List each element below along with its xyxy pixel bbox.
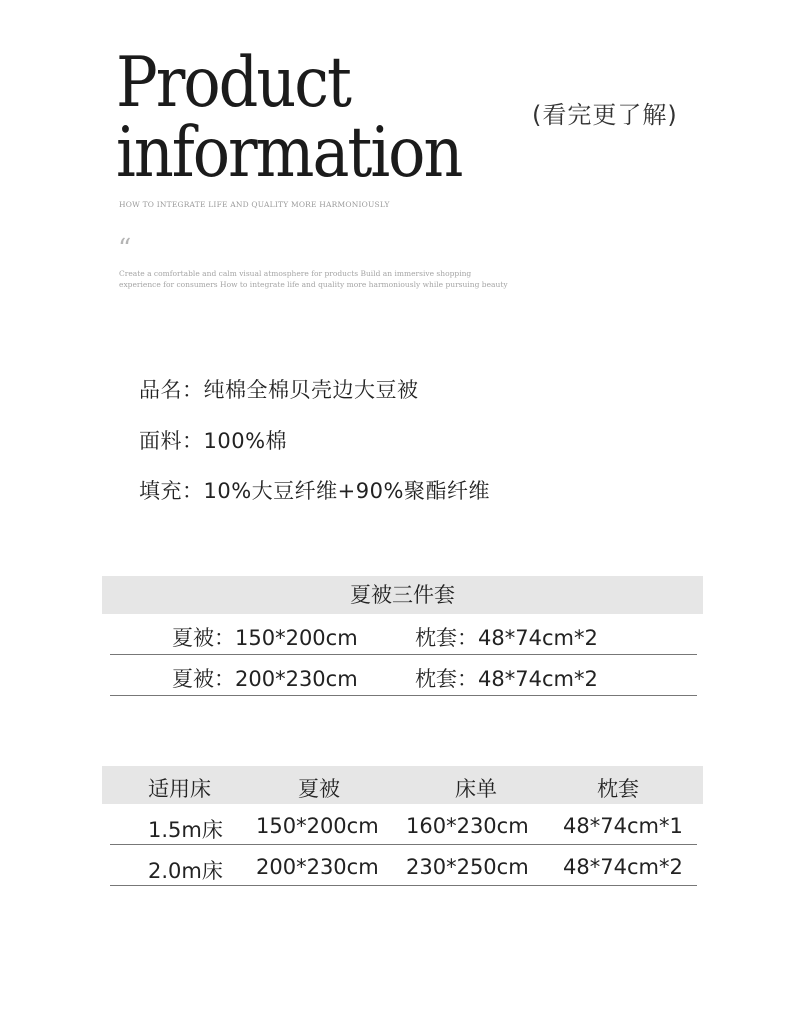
pillow-size: 枕套：48*74cm*2 xyxy=(415,667,598,691)
size-table-header xyxy=(102,766,703,804)
title-product: Product xyxy=(116,41,350,124)
title-information: information xyxy=(116,111,462,194)
header-quilt: 夏被 xyxy=(298,777,340,801)
table-row xyxy=(110,655,697,696)
tagline: HOW TO INTEGRATE LIFE AND QUALITY MORE HARMONIOUSLY xyxy=(119,200,390,209)
see-more-note: (看完更了解) xyxy=(532,101,678,129)
set-table xyxy=(102,576,703,696)
quilt-size: 夏被：200*230cm xyxy=(172,667,358,691)
cell-pillowcase: 48*74cm*1 xyxy=(563,814,683,838)
table-row xyxy=(110,614,697,655)
product-fabric: 面料：100%棉 xyxy=(139,429,288,453)
header-pillowcase: 枕套 xyxy=(597,777,639,801)
description-text: Create a comfortable and calm visual atmosphere for products Build an immersive shopping experience for consumers How to integrate life and quality more harmoniously while pursuing beauty xyxy=(119,269,508,289)
cell-quilt: 150*200cm xyxy=(256,814,379,838)
pillow-size: 枕套：48*74cm*2 xyxy=(415,626,598,650)
table-row xyxy=(110,845,697,886)
table-row xyxy=(110,804,697,845)
cell-sheet: 230*250cm xyxy=(406,855,529,879)
header-bed: 适用床 xyxy=(148,777,211,801)
product-name: 品名：纯棉全棉贝壳边大豆被 xyxy=(139,378,419,402)
cell-sheet: 160*230cm xyxy=(406,814,529,838)
header-sheet: 床单 xyxy=(455,777,497,801)
quilt-size: 夏被：150*200cm xyxy=(172,626,358,650)
cell-pillowcase: 48*74cm*2 xyxy=(563,855,683,879)
size-table xyxy=(102,766,703,886)
cell-quilt: 200*230cm xyxy=(256,855,379,879)
product-filling: 填充：10%大豆纤维+90%聚酯纤维 xyxy=(139,479,490,503)
set-table-title: 夏被三件套 xyxy=(102,576,703,614)
quote-icon: “ xyxy=(118,234,132,264)
cell-bed: 2.0m床 xyxy=(148,859,223,883)
cell-bed: 1.5m床 xyxy=(148,818,223,842)
